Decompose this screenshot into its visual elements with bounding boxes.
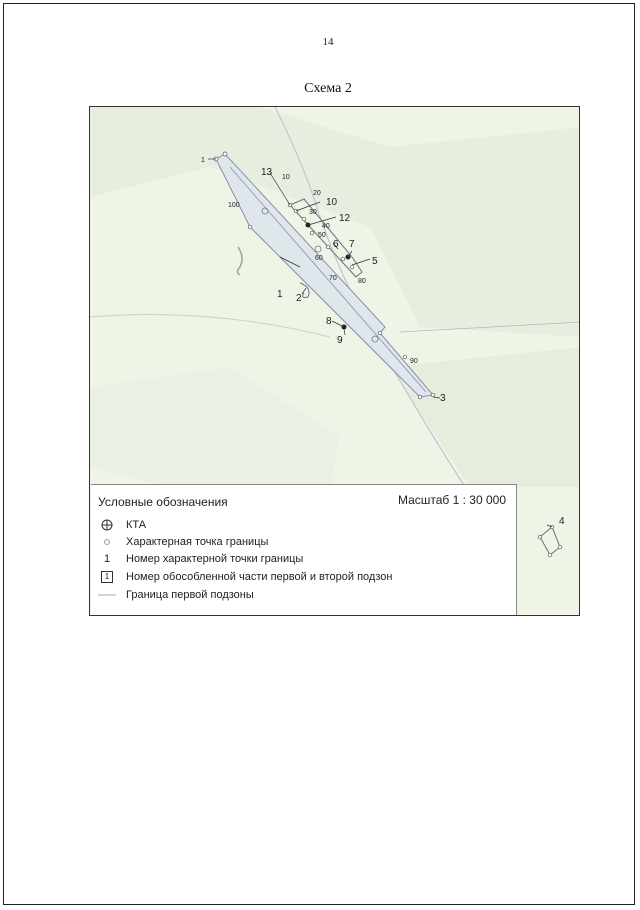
legend-label: Граница первой подзоны (126, 589, 254, 601)
point-label-90-dist: 90 (410, 358, 418, 365)
legend-item-kta (91, 517, 511, 533)
part-label-8: 8 (326, 316, 332, 327)
part-label-7: 7 (349, 239, 355, 250)
part-label-1: 1 (277, 289, 283, 300)
kta-icon (98, 517, 116, 533)
point-label-30-dist: 30 (309, 209, 317, 216)
point-label-1: 1 (201, 157, 205, 164)
point-label-10-dist: 10 (282, 174, 290, 181)
point-label-40-dist: 40 (322, 223, 330, 230)
map-scale: Масштаб 1 : 30 000 (397, 493, 506, 507)
legend-item-part-number (91, 569, 511, 585)
point-label-80-dist: 80 (358, 278, 366, 285)
terrain-patch (90, 367, 340, 487)
point-label-100-dist: 100 (228, 202, 240, 209)
boxed-number: 1 (101, 571, 113, 583)
part-label-2: 2 (296, 293, 302, 304)
legend-item-boundary-point (91, 534, 511, 550)
legend-title: Условные обозначения (98, 495, 228, 509)
boundary-point-icon (98, 534, 116, 550)
point-label-20-dist: 20 (313, 190, 321, 197)
legend-label: Номер обособленной части первой и второй подзон (126, 571, 393, 583)
part-label-10: 10 (326, 197, 338, 208)
point-number-symbol: 1 (103, 553, 111, 565)
page-number: 14 (322, 36, 334, 48)
legend-label: КТА (126, 519, 147, 531)
point-label-60-dist: 60 (315, 255, 323, 262)
part-label-5: 5 (372, 256, 378, 267)
part-label-13: 13 (261, 167, 273, 178)
terrain-patch (390, 347, 580, 487)
scheme-title: Схема 2 (304, 81, 352, 96)
point-label-70-dist: 70 (329, 275, 337, 282)
part-label-6: 6 (333, 239, 339, 250)
legend-label: Номер характерной точки границы (126, 553, 304, 565)
legend-item-boundary-line (91, 587, 511, 603)
boxed-number-symbol (98, 569, 116, 585)
part-label-4: 4 (559, 516, 565, 527)
part-label-3: 3 (440, 393, 446, 404)
kta-icon (315, 246, 321, 252)
part-label-9: 9 (337, 335, 343, 346)
legend (91, 484, 517, 615)
legend-item-point-number (91, 551, 511, 567)
lake-outline (238, 247, 243, 275)
point-label-50-dist: 50 (318, 232, 326, 239)
road-line (90, 315, 330, 338)
separate-part-4 (540, 527, 560, 555)
legend-label: Характерная точка границы (126, 536, 269, 548)
part-label-12: 12 (339, 213, 351, 224)
boundary-line-icon (98, 587, 116, 603)
